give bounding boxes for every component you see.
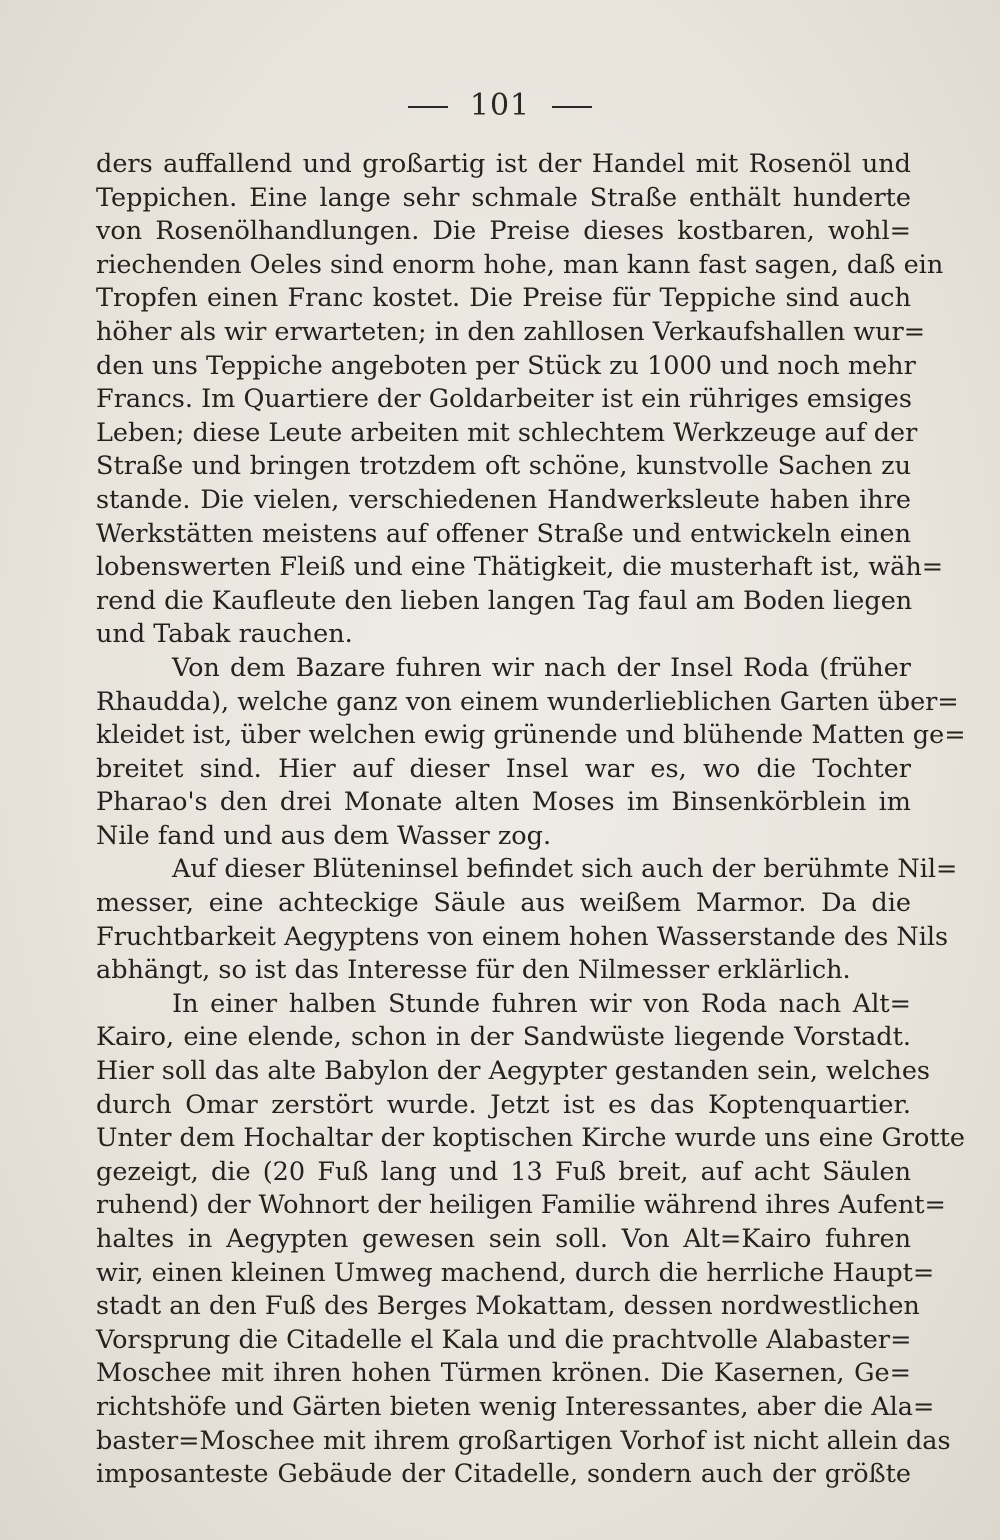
text-line: lobenswerten Fleiß und eine Thätigkeit, die musterhaft ist, wäh= bbox=[96, 552, 944, 583]
text-line: Unter dem Hochaltar der koptischen Kirche wurde uns eine Grotte bbox=[96, 1123, 965, 1154]
text-line: Tropfen einen Franc kostet. Die Preise für Teppiche sind auch bbox=[96, 283, 911, 314]
text-line: abhängt, so ist das Interesse für den Nilmesser erklärlich. bbox=[96, 955, 851, 986]
text-line: stande. Die vielen, verschiedenen Handwerksleute haben ihre bbox=[96, 484, 911, 515]
text-line: ders auffallend und großartig ist der Handel mit Rosenöl und bbox=[96, 149, 911, 179]
text-line: baster=Moschee mit ihrem großartigen Vorhof ist nicht allein das bbox=[96, 1425, 951, 1456]
text-line: Straße und bringen trotzdem oft schöne, kunstvolle Sachen zu bbox=[96, 451, 911, 482]
text-line: ruhend) der Wohnort der heiligen Familie während ihres Aufent= bbox=[96, 1190, 946, 1221]
text-line: messer, eine achteckige Säule aus weißem Marmor. Da die bbox=[96, 888, 911, 919]
text-line: Rhaudda), welche ganz von einem wunderlieblichen Garten über= bbox=[96, 686, 959, 717]
text-line: den uns Teppiche angeboten per Stück zu 1000 und noch mehr bbox=[96, 350, 916, 381]
text-line: Kairo, eine elende, schon in der Sandwüste liegende Vorstadt. bbox=[96, 1022, 911, 1053]
text-line: und Tabak rauchen. bbox=[96, 619, 353, 650]
text-line: Francs. Im Quartiere der Goldarbeiter ist ein rühriges emsiges bbox=[96, 384, 912, 415]
text-line: höher als wir erwarteten; in den zahllosen Verkaufshallen wur= bbox=[96, 316, 926, 347]
text-line: breitet sind. Hier auf dieser Insel war es, wo die Tochter bbox=[96, 753, 911, 784]
text-line: Vorsprung die Citadelle el Kala und die prachtvolle Alabaster= bbox=[96, 1324, 912, 1355]
text-line: stadt an den Fuß des Berges Mokattam, dessen nordwestlichen bbox=[96, 1291, 920, 1322]
text-line: von Rosenölhandlungen. Die Preise dieses kostbaren, wohl= bbox=[96, 216, 911, 247]
text-line: durch Omar zerstört wurde. Jetzt ist es das Koptenquartier. bbox=[96, 1089, 911, 1120]
page-number: 101 bbox=[469, 88, 531, 123]
text-line: kleidet ist, über welchen ewig grünende und blühende Matten ge= bbox=[96, 720, 966, 751]
text-line: haltes in Aegypten gewesen sein soll. Von Alt=Kairo fuhren bbox=[96, 1224, 911, 1254]
right-dash bbox=[552, 106, 592, 108]
text-line: richtshöfe und Gärten bieten wenig Interessantes, aber die Ala= bbox=[96, 1391, 935, 1422]
text-line: Hier soll das alte Babylon der Aegypter gestanden sein, welches bbox=[96, 1056, 931, 1087]
text-line: Nile fand und aus dem Wasser zog. bbox=[96, 820, 552, 851]
text-line: rend die Kaufleute den lieben langen Tag faul am Boden liegen bbox=[96, 585, 913, 616]
text-line: imposanteste Gebäude der Citadelle, sondern auch der größte bbox=[96, 1459, 911, 1490]
text-line: Pharao's den drei Monate alten Moses im Binsenkörblein im bbox=[96, 787, 911, 818]
text-line: riechenden Oeles sind enorm hohe, man kann fast sagen, daß ein bbox=[96, 249, 944, 280]
paragraph-start-line: Von dem Bazare fuhren wir nach der Insel Roda (früher bbox=[172, 652, 911, 683]
text-line: Fruchtbarkeit Aegyptens von einem hohen Wasserstande des Nils bbox=[96, 921, 949, 952]
paragraph-start-line: In einer halben Stunde fuhren wir von Roda nach Alt= bbox=[172, 988, 911, 1019]
text-line: Werkstätten meistens auf offener Straße und entwickeln einen bbox=[96, 518, 911, 549]
paragraph-start-line: Auf dieser Blüteninsel befindet sich auch der berühmte Nil= bbox=[172, 854, 958, 885]
page-number-header bbox=[0, 88, 1000, 123]
text-line: Moschee mit ihren hohen Türmen krönen. Die Kasernen, Ge= bbox=[96, 1358, 911, 1389]
body-text bbox=[96, 148, 966, 1492]
text-line: Teppichen. Eine lange sehr schmale Straße enthält hunderte bbox=[96, 182, 911, 213]
text-line: gezeigt, die (20 Fuß lang und 13 Fuß breit, auf acht Säulen bbox=[96, 1156, 911, 1187]
left-dash bbox=[408, 106, 448, 108]
text-line: Leben; diese Leute arbeiten mit schlechtem Werkzeuge auf der bbox=[96, 417, 918, 448]
text-line: wir, einen kleinen Umweg machend, durch die herrliche Haupt= bbox=[96, 1257, 935, 1288]
